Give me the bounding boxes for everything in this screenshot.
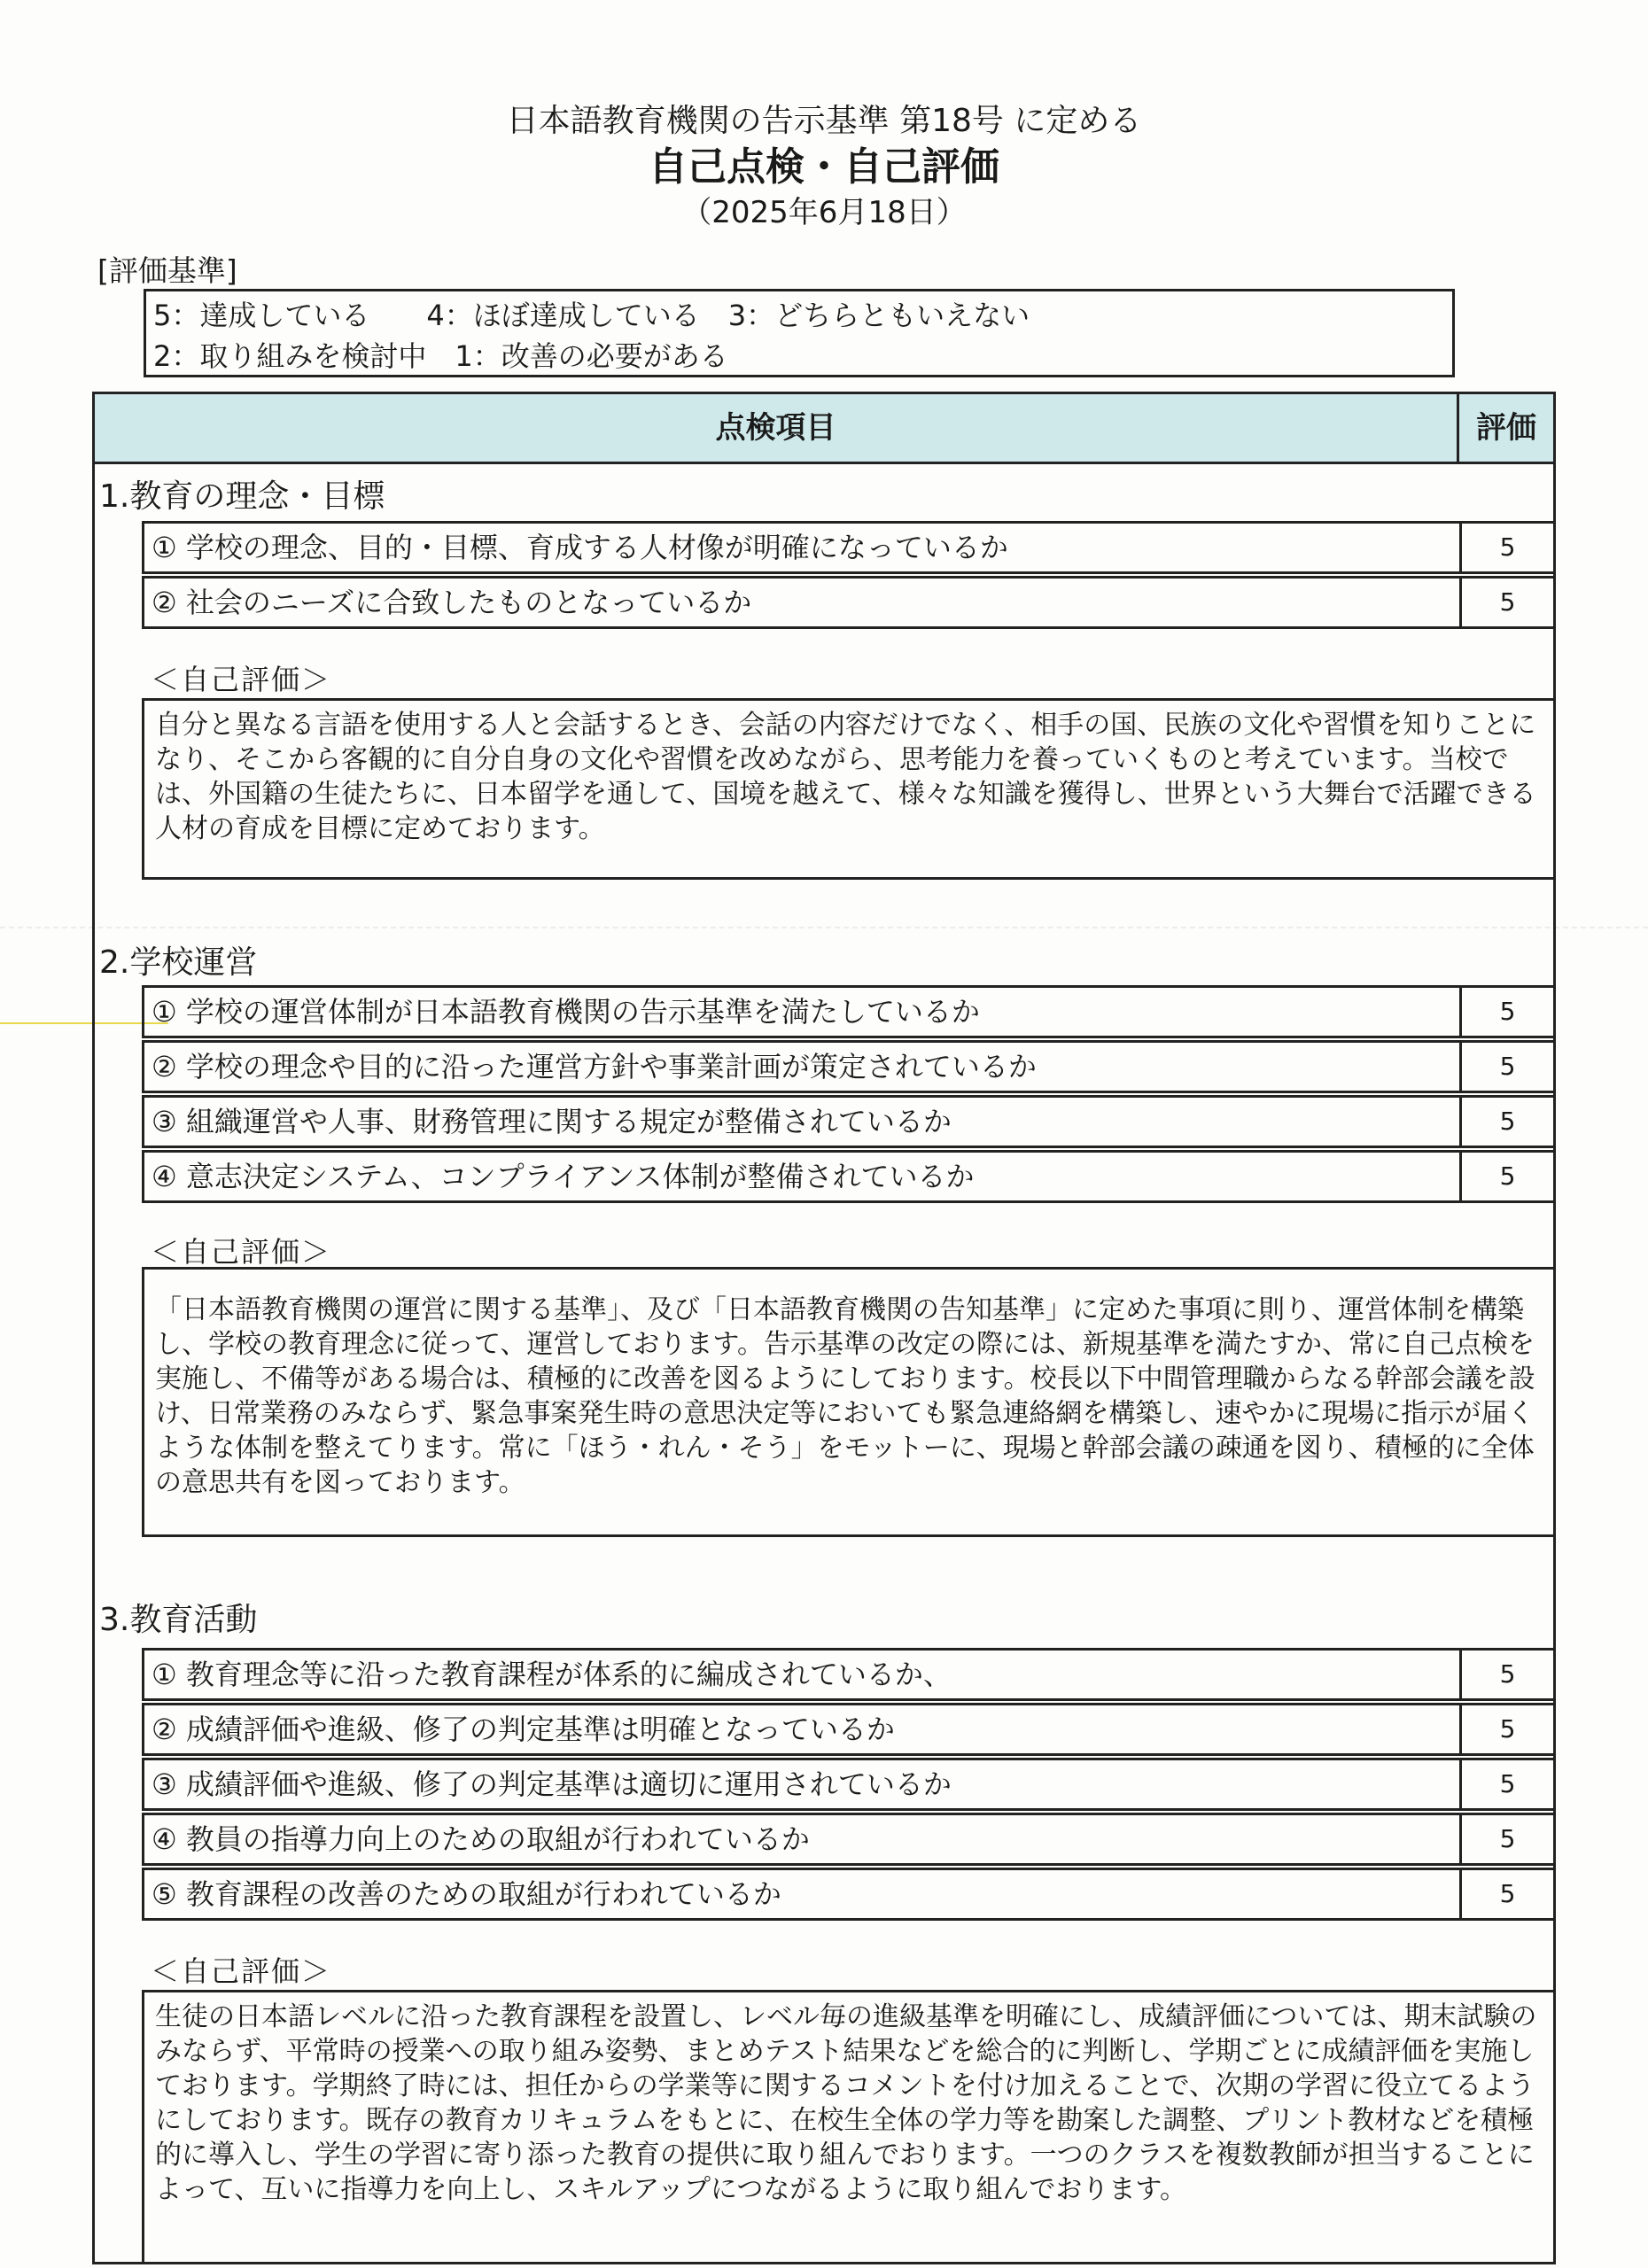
section-title: 1.教育の理念・目標	[99, 478, 385, 515]
section-title: 2.学校運営	[99, 944, 258, 981]
check-row	[142, 1868, 1556, 1921]
check-item-label: ⑤ 教育課程の改善のための取組が行われているか	[152, 1877, 781, 1911]
check-item-label: ③ 成績評価や進級、修了の判定基準は適切に運用されているか	[152, 1767, 952, 1801]
document-subtitle: 日本語教育機関の告示基準 第18号 に定める	[506, 103, 1142, 139]
check-item-label: ③ 組織運営や人事、財務管理に関する規定が整備されているか	[152, 1105, 952, 1138]
check-item-label: ① 学校の理念、目的・目標、育成する人材像が明確になっているか	[152, 531, 1008, 564]
check-item-label: ② 成績評価や進級、修了の判定基準は明確となっているか	[152, 1713, 895, 1746]
document-title: 自己点検・自己評価	[649, 144, 999, 190]
criteria-title: [評価基準]	[97, 253, 237, 288]
check-row	[142, 576, 1556, 629]
check-row	[142, 1150, 1556, 1203]
criteria-box	[144, 289, 1455, 377]
self-evaluation-label: ＜自己評価＞	[151, 1235, 332, 1269]
self-evaluation-label: ＜自己評価＞	[151, 1954, 332, 1988]
document-date: （2025年6月18日）	[681, 195, 967, 230]
check-item-score: 5	[1499, 997, 1516, 1026]
check-row	[142, 1648, 1556, 1701]
check-item-score: 5	[1499, 1107, 1516, 1136]
check-row	[142, 1758, 1556, 1811]
check-row	[142, 1095, 1556, 1148]
criteria-line-1: 5：達成している 4：ほぼ達成している 3：どちらともいえない	[153, 299, 1030, 332]
check-row	[142, 985, 1556, 1038]
check-item-score: 5	[1499, 532, 1516, 562]
check-item-score: 5	[1499, 1052, 1516, 1081]
self-evaluation-label: ＜自己評価＞	[151, 663, 332, 696]
self-evaluation-text: 生徒の日本語レベルに沿った教育課程を設置し、レベル毎の進級基準を明確にし、成績評価については、期末試験のみならず、平常時の授業への取り組み姿勢、まとめテスト結果などを総合的に判断し、学期ごとに成績評価を実施しております。学期終了時には、担任からの学業等に関するコメントを付け加えることで、次期の学習に役立てるようにしております。既存の教育カリキュラムをもとに、在校生全体の学力等を勘案した調整、プリント教材などを積極的に導入し、学生の学習に寄り添った教育の提供に取り組んでおります。一つのクラスを複数教師が担当することによって、互いに指導力を向上し、スキルアップにつながるように取り組んでおります。	[142, 1990, 1556, 2264]
check-item-label: ④ 意志決定システム、コンプライアンス体制が整備されているか	[152, 1160, 975, 1193]
check-row	[142, 1703, 1556, 1756]
check-item-score: 5	[1499, 587, 1516, 617]
check-item-label: ① 学校の運営体制が日本語教育機関の告示基準を満たしているか	[152, 995, 980, 1029]
check-row	[142, 1040, 1556, 1093]
check-item-score: 5	[1499, 1824, 1516, 1853]
section-title: 3.教育活動	[99, 1602, 258, 1638]
check-row	[142, 1813, 1556, 1866]
header-score: 評価	[1476, 410, 1536, 446]
check-item-label: ④ 教員の指導力向上のための取組が行われているか	[152, 1822, 810, 1856]
check-item-score: 5	[1499, 1161, 1516, 1191]
criteria-line-2: 2：取り組みを検討中 1：改善の必要がある	[153, 339, 728, 373]
check-item-label: ① 教育理念等に沿った教育課程が体系的に編成されているか、	[152, 1658, 952, 1691]
check-item-score: 5	[1499, 1769, 1516, 1798]
check-item-score: 5	[1499, 1714, 1516, 1744]
check-row	[142, 521, 1556, 574]
self-evaluation-text: 「日本語教育機関の運営に関する基準」、及び「日本語教育機関の告知基準」に定めた事項に則り、運営体制を構築し、学校の教育理念に従って、運営しております。告示基準の改定の際には、新規基準を満たすか、常に自己点検を実施し、不備等がある場合は、積極的に改善を図るようにしております。校長以下中間管理職からなる幹部会議を設け、日常業務のみならず、緊急事案発生時の意思決定等においても緊急連絡網を構築し、速やかに現場に指示が届くような体制を整えてります。常に「ほう・れん・そう」をモットーに、現場と幹部会議の疎通を図り、積極的に全体の意思共有を図っております。	[142, 1267, 1556, 1537]
header-item: 点検項目	[95, 394, 1459, 462]
check-item-label: ② 学校の理念や目的に沿った運営方針や事業計画が策定されているか	[152, 1050, 1037, 1084]
check-item-score: 5	[1499, 1879, 1516, 1908]
check-item-score: 5	[1499, 1659, 1516, 1689]
self-evaluation-text: 自分と異なる言語を使用する人と会話するとき、会話の内容だけでなく、相手の国、民族の文化や習慣を知りことになり、そこから客観的に自分自身の文化や習慣を改めながら、思考能力を養っていくものと考えています。当校では、外国籍の生徒たちに、日本留学を通して、国境を越えて、様々な知識を獲得し、世界という大舞台で活躍できる人材の育成を目標に定めております。	[142, 698, 1556, 880]
check-item-label: ② 社会のニーズに合致したものとなっているか	[152, 586, 752, 619]
table-header	[92, 392, 1556, 464]
